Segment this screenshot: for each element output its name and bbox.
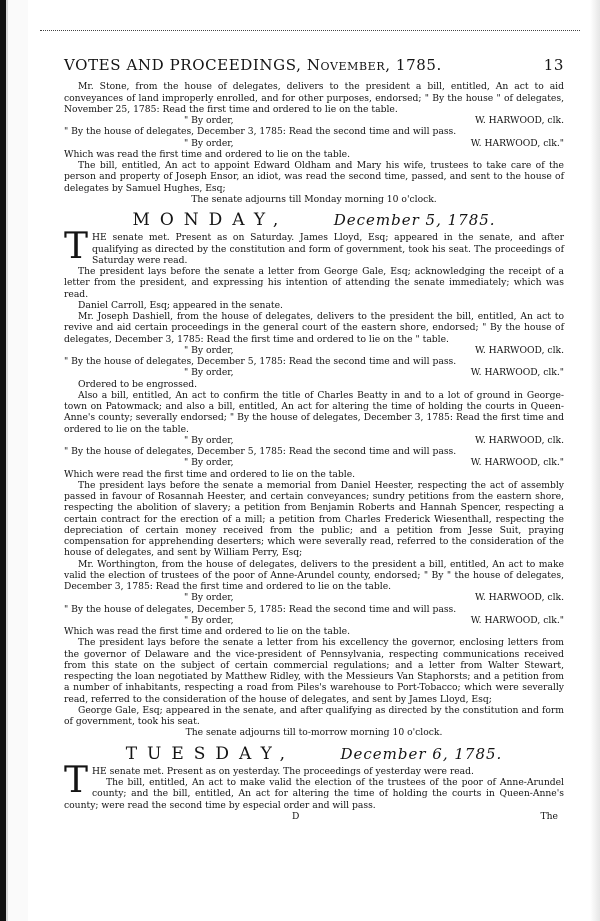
running-header-title: VOTES AND PROCEEDINGS, November, 1785. xyxy=(64,56,442,74)
signature-line xyxy=(64,367,564,378)
paragraph: Ordered to be engrossed. xyxy=(78,378,198,390)
paragraph-text: HE senate met. Present as on Saturday. James Lloyd, Esq; appeared in the senate, and after qualifying as directed by the constitution and form of government, took his seat. The proceedings of Saturday were read. xyxy=(92,232,564,266)
paragraph: Mr. Joseph Dashiell, from the house of delegates, delivers to the president the bill, entitled, An act to revive and aid certain proceedings in the general court of the eastern shore, endorsed; " By the house of delegates, December 3, 1785: Read the first time and ordered to lie on the " table. xyxy=(64,311,564,345)
paragraph: The president lays before the senate a letter from George Gale, Esq; acknowledging the receipt of a letter from the president, and expressing his intention of attending the senate immediately; which was read. xyxy=(64,266,564,300)
book-gutter xyxy=(0,0,28,921)
signature-mark: D xyxy=(292,810,300,822)
clerk-name: W. HARWOOD, clk. xyxy=(475,434,564,446)
paragraph: The president lays before the senate a memorial from Daniel Heester, respecting the act of assembly passed in favour of Rosannah Heester, and certain conveyances; sundry petitions from the eastern shore, respecting the abolition of slavery; a petition from Benjamin Roberts and Hannah Spencer, respecting a certain contract for the erection of a mill; a petition from Charles Frederick Wiesenthall, respecting the depreciation of certain money received from the public; and a petition from Jesse Suit, praying compensation for apprehending deserters; which were severally read, referred to the consideration of the house of delegates, and sent by William Perry, Esq; xyxy=(64,479,564,559)
document-body xyxy=(64,56,564,825)
paragraph: " By the house of delegates, December 5, 1785: Read the second time and will pass. xyxy=(64,603,457,615)
page-right-edge xyxy=(590,0,600,921)
paragraph: " By the house of delegates, December 3, 1785: Read the second time and will pass. xyxy=(64,126,457,138)
paragraph: The president lays before the senate a letter from his excellency the governor, enclosing letters from the governor of Delaware and the vice-president of Pennsylvania, respecting communications received from this state on the subject of certain commercial regulations; and a letter from Walter Stewart, respecting the loan negotiated by Matthew Ridley, with the Messieurs Van Staphorsts; and a petition from a number of inhabitants, respecting a road from Piles's warehouse to Port-Tobacco; which were severally read, referred to the consideration of the house of delegates, and sent by James Lloyd, Esq; xyxy=(64,637,564,705)
signature-line xyxy=(64,615,564,626)
adjournment: The senate adjourns till to-morrow morning 10 o'clock. xyxy=(185,727,443,739)
signature-line xyxy=(64,592,564,603)
paragraph: Which was read the first time and ordered to lie on the table. xyxy=(64,626,351,637)
paragraph: Mr. Stone, from the house of delegates, delivers to the president a bill, entitled, An act to aid conveyances of land improperly enrolled, and for other purposes, endorsed; " By the house " of delegates, November 25, 1785: Read the first time and ordered to lie on the table. xyxy=(64,81,564,115)
paragraph: Also a bill, entitled, An act to confirm the title of Charles Beatty in and to a lot of ground in George-town on Patowmack; and also a bill, entitled, An act for altering the time of holding the courts in Queen-Anne's county; severally endorsed; " By the house of delegates, December 3, 1785: Read the first time and ordered to lie on the table. xyxy=(64,389,564,435)
clerk-name: W. HARWOOD, clk. xyxy=(475,344,564,356)
paragraph: " By the house of delegates, December 5, 1785: Read the second time and will pass. xyxy=(64,446,457,457)
page-footer xyxy=(64,811,564,825)
paragraph: George Gale, Esq; appeared in the senate, and after qualifying as directed by the constitution and form of government, took his seat. xyxy=(64,704,564,727)
paragraph: The bill, entitled, An act to make valid the election of the trustees of the poor of Anne-Arundel county; and the bill, entitled, An act for altering the time of holding the courts in Queen-Anne's county; were read the second time by especial order and will pass. xyxy=(64,777,564,811)
catchword: The xyxy=(540,810,558,822)
clerk-name: W. HARWOOD, clk. xyxy=(475,592,564,604)
running-header xyxy=(64,56,564,74)
paragraph: Daniel Carroll, Esq; appeared in the senate. xyxy=(78,299,283,311)
day-name: MONDAY, xyxy=(132,210,289,230)
day-date: December 5, 1785. xyxy=(333,211,496,229)
by-order: " By order, xyxy=(184,344,234,356)
page-edge-dots xyxy=(40,30,580,35)
clerk-name: W. HARWOOD, clk." xyxy=(470,457,564,469)
clerk-name: W. HARWOOD, clk. xyxy=(475,115,564,126)
signature-line xyxy=(64,457,564,468)
paragraph: Which were read the first time and ordered to lie on the table. xyxy=(64,468,356,480)
signature-line xyxy=(64,345,564,356)
day-heading-monday xyxy=(64,210,564,230)
signature-line xyxy=(64,435,564,446)
clerk-name: W. HARWOOD, clk." xyxy=(470,137,564,149)
adjournment: The senate adjourns till Monday morning 10 o'clock. xyxy=(191,193,437,205)
drop-cap: T xyxy=(64,226,89,268)
paragraph: " By the house of delegates, December 5, 1785: Read the second time and will pass. xyxy=(64,356,457,367)
clerk-name: W. HARWOOD, clk." xyxy=(470,367,564,379)
by-order: " By order, xyxy=(184,592,234,604)
day-name: TUESDAY, xyxy=(125,743,296,764)
by-order: " By order, xyxy=(184,457,234,469)
paragraph: Mr. Worthington, from the house of delegates, delivers to the president a bill, entitled, An act to make valid the election of trustees of the poor of Anne-Arundel county, endorsed; " By " the house of delegates, December 3, 1785: Read the first time and ordered to lie on the table. xyxy=(64,558,564,592)
paragraph-text: HE senate met. Present as on yesterday. The proceedings of yesterday were read. xyxy=(92,765,474,777)
by-order: " By order, xyxy=(184,115,234,126)
drop-cap: T xyxy=(64,759,89,801)
by-order: " By order, xyxy=(184,614,234,626)
by-order: " By order, xyxy=(184,434,234,446)
paragraph: Which was read the first time and ordered to lie on the table. xyxy=(64,148,351,160)
paragraph xyxy=(64,226,564,268)
by-order: " By order, xyxy=(184,367,234,379)
signature-line xyxy=(64,138,564,149)
day-heading-tuesday xyxy=(64,743,564,764)
page-number: 13 xyxy=(543,56,564,74)
signature-line xyxy=(64,115,564,126)
by-order: " By order, xyxy=(184,137,234,149)
clerk-name: W. HARWOOD, clk." xyxy=(470,614,564,626)
day-date: December 6, 1785. xyxy=(340,744,503,763)
paragraph: The bill, entitled, An act to appoint Edward Oldham and Mary his wife, trustees to take care of the person and property of Joseph Ensor, an idiot, was read the second time, passed, and sent to the house of delegates by Samuel Hughes, Esq; xyxy=(64,160,564,194)
